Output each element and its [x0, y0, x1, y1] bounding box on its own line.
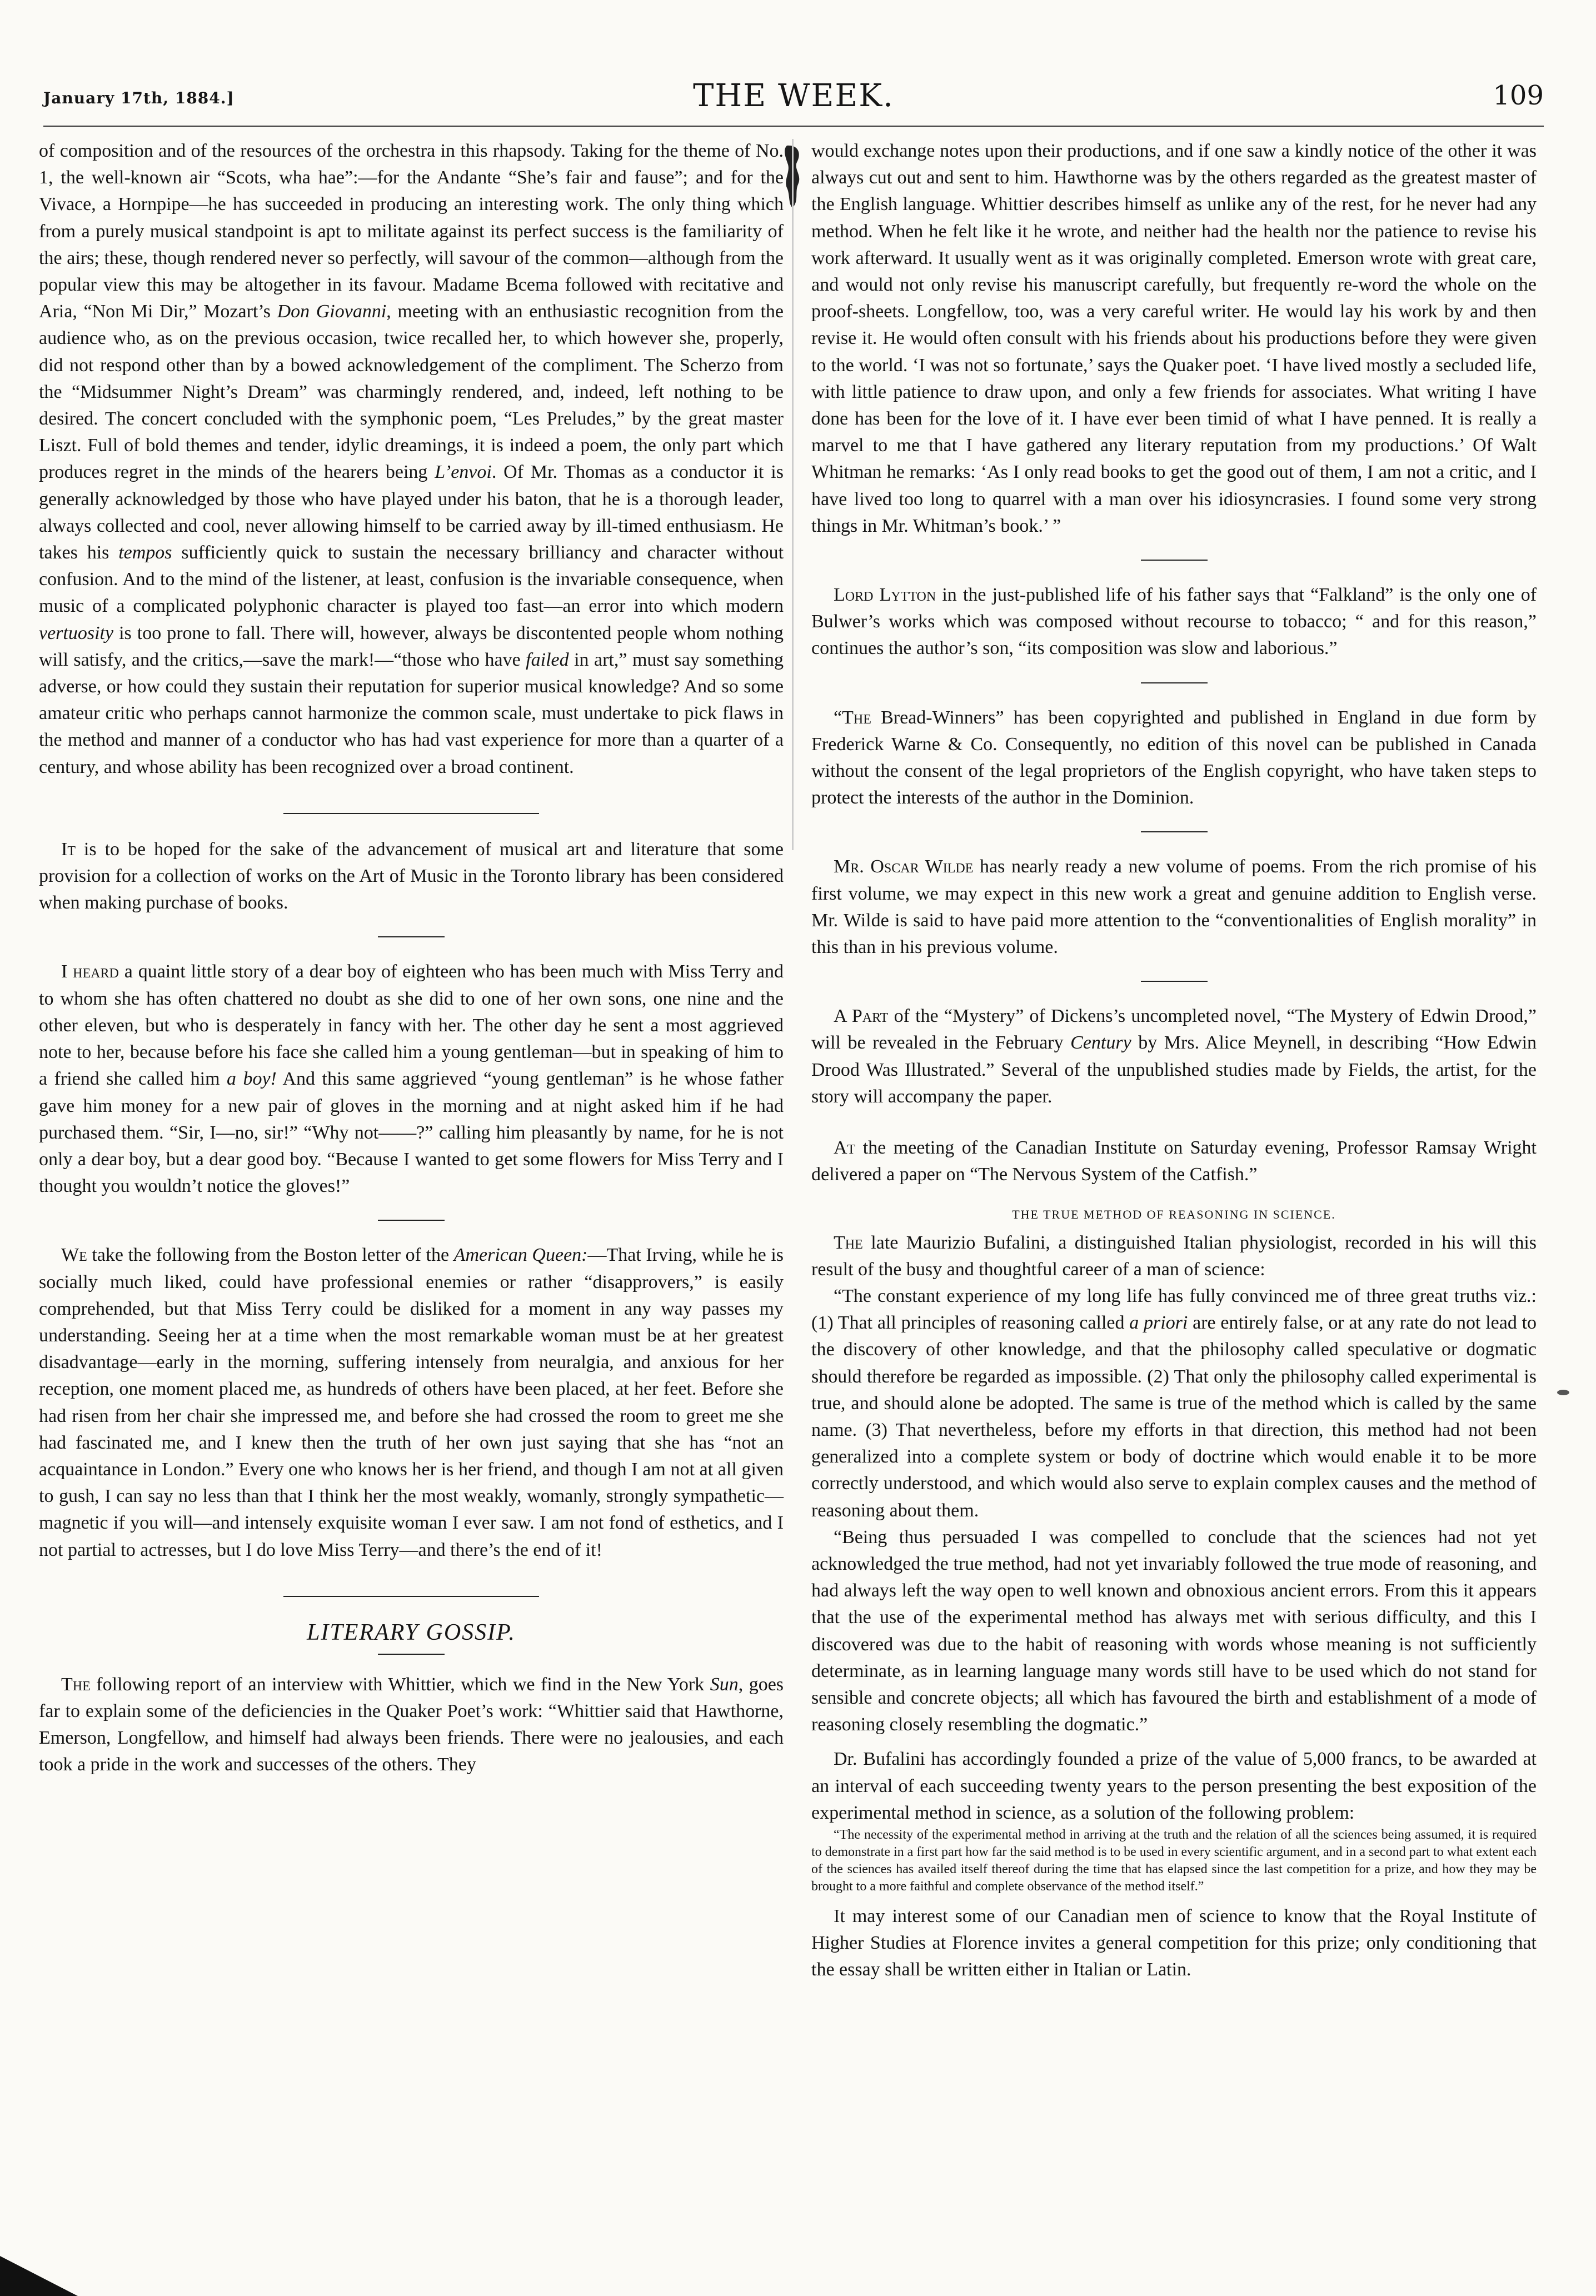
prize-problem-quote: “The necessity of the experimental method in arriving at the truth and the relation of all the sciences being assumed, it is required to demonstrate in a first part how far the said method is to be used in every scientific argument, and in a second part to what extent each of the sciences has availed itself thereof during the time that has elapsed since the last competition for a prize, and how they may be brought to a more faithful and complete observance of the method itself.” — [811, 1827, 1537, 1894]
page-number: 109 — [1493, 80, 1544, 111]
bread-winners-paragraph: “The Bread-Winners” has been copyrighted and published in England in due form by Frederick Warne & Co. Consequently, no edition of this novel can be published in Canada without the consent of the legal proprietors of the English copyright, who have taken steps to protect the interests of the author in the Dominion. — [811, 707, 1537, 808]
right-column — [811, 138, 1537, 1984]
left-column — [39, 138, 784, 1779]
edwin-drood-paragraph: A Part of the “Mystery” of Dickens’s uncompleted novel, “The Mystery of Edwin Drood,” will be revealed in the February Century by Mrs. Alice Meynell, in describing “How Edwin Drood Was Illustrated.” Several of the unpublished studies made by Fields, the artist, for the story will accompany the paper. — [811, 1006, 1537, 1107]
article-subheading: THE TRUE METHOD OF REASONING IN SCIENCE. — [1012, 1207, 1336, 1221]
header-rule — [43, 126, 1544, 127]
miss-terry-story-paragraph: I heard a quaint little story of a dear boy of eighteen who has been much with Miss Terry and to whom she has often chattered no doubt as she did to one of her own sons, one nine and the other eleven, but who is desperately in fancy with her. The other day he sent a most aggrieved note to her, because before his face she called him a young gentleman—but in speaking of him to a friend she called him a boy! And this same aggrieved “young gentleman” is he whose father gave him money for a new pair of gloves in the morning and at night asked him if he had purchased them. “Sir, I—no, sir!” “Why not——?” calling him pleasantly by name, for he is not only a dear boy, but a dear good boy. “Because I wanted to get some flowers for Miss Terry and I thought you wouldn’t notice the gloves!” — [39, 961, 784, 1197]
florence-institute-paragraph: It may interest some of our Canadian men of science to know that the Royal Institute of Higher Studies at Florence invites a general competition for this prize; only conditioning that the essay shall be written either in Italian or Latin. — [811, 1905, 1537, 1980]
column-gutter — [792, 139, 794, 850]
section-divider — [1141, 560, 1208, 561]
page-corner-shadow-icon — [0, 2245, 78, 2296]
whittier-interview-paragraph: The following report of an interview with Whittier, which we find in the New York Sun, goes far to explain some of the deficiencies in the Quaker Poet’s work: “Whittier said that Hawthorne, Emerson, Longfellow, and himself had always been friends. There were no jealousies, and each took a pride in the work and successes of the others. They — [39, 1674, 784, 1775]
ink-smudge-icon — [1556, 1388, 1570, 1397]
section-divider — [1141, 682, 1208, 683]
section-divider — [1141, 981, 1208, 982]
running-header — [43, 78, 1544, 122]
oscar-wilde-paragraph: Mr. Oscar Wilde has nearly ready a new volume of poems. From the rich promise of his first volume, we may expect in this new work a great and genuine addition to English verse. Mr. Wilde is said to have paid more attention to the “conventionalities of English morality” in this than in his previous volume. — [811, 856, 1537, 958]
ink-blot-icon — [782, 143, 805, 210]
boston-letter-paragraph: We take the following from the Boston letter of the American Queen:—That Irving, while he is socially much liked, could have professional enemies or rather “disapprovers,” is easily comprehended, but that Miss Terry could be disliked for a moment in any way passes my understanding. Seeing her at a time when the most remarkable woman must be at her greatest disadvantage—early in the morning, suffering intensely from neuralgia, and anxious for her reception, one moment placed me, as hundreds of others have been placed, at her feet. Before she had risen from her chair she impressed me, and before she had crossed the room to greet me she had fascinated me, and I knew then the truth of her own just saying that she has “not an acquaintance in London.” Every one who knows her is her friend, and though I am not at all given to gush, I can say no less than that I think her the most weakly, womanly, strongly sympathetic—magnetic if you will—and intensely exquisite woman I ever saw. I am not fond of esthetics, and I not partial to actresses, but I do love Miss Terry—and there’s the end of it! — [39, 1245, 784, 1560]
section-divider — [378, 936, 445, 937]
concert-review-paragraph: of composition and of the resources of the orchestra in this rhapsody. Taking for the theme of No. 1, the well-known air “Scots, wha hae”:—for the Andante “She’s fair and fause”; and for the Vivace, a Hornpipe—he has succeeded in producing an interesting work. The only thing which from a purely musical standpoint is apt to militate against its perfect success is the familiarity of the airs; these, though rendered never so perfectly, will savour of the common—although from the popular view this may be altogether in its favour. Madame Bcema followed with recitative and Aria, “Non Mi Dir,” Mozart’s Don Giovanni, meeting with an enthusiastic recognition from the audience who, as on the previous occasion, twice recalled her, to which however she, properly, did not respond other than by a bowed acknowledgement of the compliment. The Scherzo from the “Midsummer Night’s Dream” was charmingly rendered, and, indeed, left nothing to be desired. The concert concluded with the symphonic poem, “Les Preludes,” by the great master Liszt. Full of bold themes and tender, idylic dreamings, it is indeed a poem, the only part which produces regret in the minds of the hearers being L’envoi. Of Mr. Thomas as a conductor it is generally acknowledged by those who have played under his baton, that he is a thorough leader, always collected and cool, never allowing himself to be carried away by ill-timed enthusiasm. He takes his tempos sufficiently quick to sustain the necessary brilliancy and character without confusion. And to the mind of the listener, at least, confusion is the invariable consequence, when music of a complicated polyphonic character is played too fast—an error into which modern vertuosity is too prone to fall. There will, however, always be discontented people whom nothing will satisfy, and the critics,—save the mark!—“those who have failed in art,” must say something adverse, or how could they sustain their reputation for superior musical knowledge? And so some amateur critic who perhaps cannot harmonize the common scale, must undertake to pick flaws in the method and manner of a conductor who has had vast experience for more than a quarter of a century, and whose ability has been recognized over a broad continent. — [39, 141, 784, 777]
publication-title: THE WEEK. — [693, 78, 894, 114]
lytton-paragraph: Lord Lytton in the just-published life of his father says that “Falkland” is the only one of Bulwer’s works which was composed without recourse to tobacco; “ and for this reason,” continues the author’s son, “its composition was slow and laborious.” — [811, 585, 1537, 659]
section-heading: LITERARY GOSSIP. — [307, 1619, 516, 1645]
bufalini-prize-paragraph: Dr. Bufalini has accordingly founded a prize of the value of 5,000 francs, to be awarded at an interval of each succeeding twenty years to the person presenting the best exposition of the experimental method in science, as a solution of the following problem: — [811, 1749, 1537, 1823]
library-paragraph: It is to be hoped for the sake of the advancement of musical art and literature that some provision for a collection of works on the Art of Music in the Toronto library has been considered when making purchase of books. — [39, 838, 784, 914]
section-divider — [378, 1220, 445, 1221]
bufalini-quote-truths: “The constant experience of my long life has fully convinced me of three great truths viz.: (1) That all principles of reasoning called a priori are entirely false, or at any rate do not lead to the discovery of other knowledge, and that the philosophy called speculative or dogmatic should therefore be regarded as impossible. (2) That only the philosophy called experimental is true, and should alone be adopted. The same is true of the method which is called by the same name. (3) That nevertheless, before my efforts in that direction, this method had not been generalized into a complete system or body of doctrine which would enable it to be more correctly understood, and which would also serve to explain complex causes and the method of reasoning about them. — [811, 1285, 1537, 1521]
bufalini-quote-persuaded: “Being thus persuaded I was compelled to conclude that the sciences had not yet acknowledged the true method, had not yet invariably followed the true mode of reasoning, and had always left the way open to well known and obnoxious ancient errors. From this it appears that the use of the experimental method has always met with serious difficulty, and this I discovered was due to the habit of reasoning with words whose meaning is not sufficiently determinate, as in learning language many words still have to be used which do not stand for sensible and concrete objects; all which has favoured the birth and establishment of a mode of reasoning closely resembling the dogmatic.” — [811, 1526, 1537, 1735]
canadian-institute-paragraph: At the meeting of the Canadian Institute on Saturday evening, Professor Ramsay Wright delivered a paper on “The Nervous System of the Catfish.” — [811, 1137, 1537, 1185]
section-divider — [378, 1654, 445, 1655]
section-divider — [283, 1596, 539, 1597]
bufalini-intro-paragraph: The late Maurizio Bufalini, a distinguished Italian physiologist, recorded in his will this result of the busy and thoughtful career of a man of science: — [811, 1232, 1537, 1280]
section-divider — [1141, 831, 1208, 832]
whittier-continued-paragraph: would exchange notes upon their productions, and if one saw a kindly notice of the other it was always cut out and sent to him. Hawthorne was by the others regarded as the greatest master of the English language. Whittier describes himself as unlike any of the rest, for he never had any method. When he felt like it he wrote, and neither had the health nor the patience to revise his work afterward. It usually went as it was originally completed. Emerson wrote with great care, and would not only revise his manuscript carefully, but frequently re-word the whole on the proof-sheets. Longfellow, too, was a very careful writer. He would lay his work by and then revise it. He would often consult with his friends about his productions before they were given to the world. ‘I was not so fortunate,’ says the Quaker poet. ‘I have lived mostly a secluded life, with little patience to draw upon, and only a few friends for associates. What writing I have done has been for the love of it. I have ever been timid of what I have penned. It is really a marvel to me that I have gathered any literary reputation from my productions.’ Of Walt Whitman he remarks: ‘As I only read books to get the good out of them, I am not a critic, and I have lived too long to quarrel with a man over his idiosyncrasies. I found some very strong things in Mr. Whitman’s book.’ ” — [811, 141, 1537, 536]
section-divider — [283, 813, 539, 814]
issue-date: January 17th, 1884.] — [43, 89, 235, 107]
